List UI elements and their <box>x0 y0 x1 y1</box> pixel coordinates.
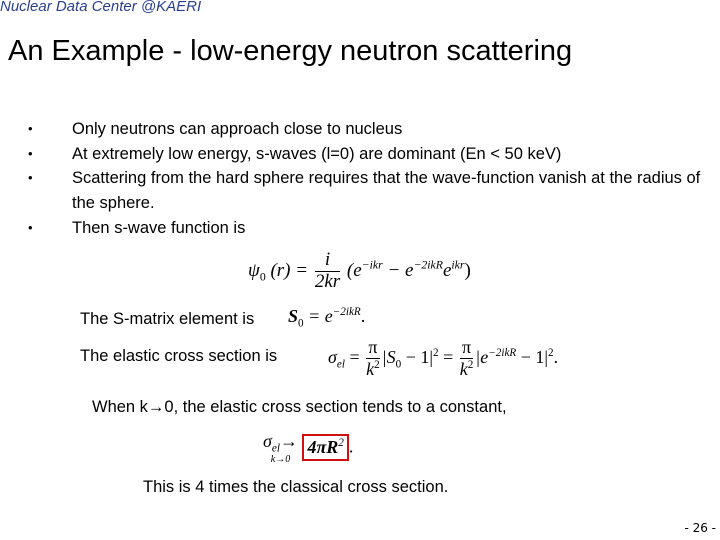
limit-equation <box>263 432 353 465</box>
eq-limit-lhs: σ <box>263 431 272 451</box>
eq-sigma-pow-2: 2 <box>547 346 554 359</box>
eq-psi-close: ) <box>464 259 471 281</box>
eq-sigma-abs2-end: − 1| <box>516 346 548 367</box>
limit-label: When k→0, the elastic cross section tends to a constant, <box>92 398 507 416</box>
eq-limit-under: k→0 <box>270 453 291 465</box>
eq-sigma-den-exp-2: 2 <box>467 358 474 371</box>
bullet-item: • Only neutrons can approach close to nucleus <box>28 117 708 142</box>
eq-psi-fraction <box>315 250 340 293</box>
cross-section-label: The elastic cross section is <box>80 347 278 365</box>
bullet-item: • Scattering from the hard sphere requires that the wave-function vanish at the radius of the sphere. <box>28 166 708 215</box>
eq-psi-exp3: ikr <box>451 258 465 272</box>
eq-psi-exp1: −ikr <box>361 258 383 272</box>
eq-limit-sub: el <box>271 442 280 455</box>
eq-s-sub: 0 <box>298 317 304 330</box>
eq-psi-exp2: −2ikR <box>413 258 443 272</box>
bullet-list <box>28 117 708 241</box>
eq-psi-num: i <box>315 250 340 272</box>
page-number: - 26 - <box>684 521 716 535</box>
eq-sigma-den-exp: 2 <box>374 358 380 371</box>
eq-psi-arg: (r) = <box>270 259 309 281</box>
eq-sigma-den-2: k <box>459 358 468 379</box>
eq-sigma-lhs: σ <box>328 346 337 367</box>
eq-psi-sub: 0 <box>259 270 266 284</box>
eq-s-end: . <box>360 306 366 326</box>
eq-sigma-abs2: |e <box>475 346 489 367</box>
eq-psi-mid: − e <box>382 259 414 281</box>
eq-sigma-abs2-exp: −2ikR <box>488 346 517 359</box>
eq-psi-den: 2kr <box>314 270 341 292</box>
highlight-box <box>302 434 348 461</box>
eq-sigma-num: π <box>366 338 380 359</box>
eq-psi-body: (e <box>346 259 362 281</box>
eq-limit-end: . <box>348 436 354 457</box>
eq-sigma-fraction <box>366 338 380 380</box>
eq-limit-arrow: → <box>279 431 298 451</box>
eq-sigma-abs1: |S <box>381 346 396 367</box>
wave-function-equation <box>248 250 471 293</box>
eq-s-exp: −2ikR <box>332 306 361 318</box>
eq-limit-lhs-group <box>263 432 298 465</box>
eq-limit-boxed-exp: 2 <box>338 436 344 449</box>
eq-sigma-num-2: π <box>460 338 474 359</box>
eq-psi-tail: e <box>442 259 452 281</box>
eq-sigma-sub: el <box>336 358 345 371</box>
eq-s-lhs: S <box>288 306 299 326</box>
slide-title: An Example - low-energy neutron scattering <box>8 35 573 67</box>
eq-sigma-den: k <box>366 358 375 379</box>
bullet-item: • Then s-wave function is <box>28 216 708 241</box>
eq-sigma-abs1-sub: 0 <box>395 358 402 371</box>
eq-sigma-abs1-end: − 1| <box>401 346 433 367</box>
bullet-item: • At extremely low energy, s-waves (l=0) are dominant (En < 50 keV) <box>28 142 708 167</box>
smatrix-label: The S-matrix element is <box>80 310 255 328</box>
eq-psi-lhs: ψ <box>248 259 260 281</box>
eq-sigma-end: . <box>553 346 559 367</box>
cross-section-equation <box>328 338 558 380</box>
eq-limit-boxed: 4πR <box>307 436 339 457</box>
smatrix-equation <box>288 306 365 330</box>
eq-sigma-eq: = <box>344 346 365 367</box>
slide-header: Nuclear Data Center @KAERI <box>0 0 202 15</box>
eq-sigma-fraction-2 <box>460 338 474 380</box>
eq-sigma-pow: 2 <box>432 346 439 359</box>
conclusion-text: This is 4 times the classical cross section. <box>143 478 449 496</box>
eq-s-eq: = e <box>303 306 333 326</box>
eq-sigma-eq2: = <box>438 346 458 367</box>
